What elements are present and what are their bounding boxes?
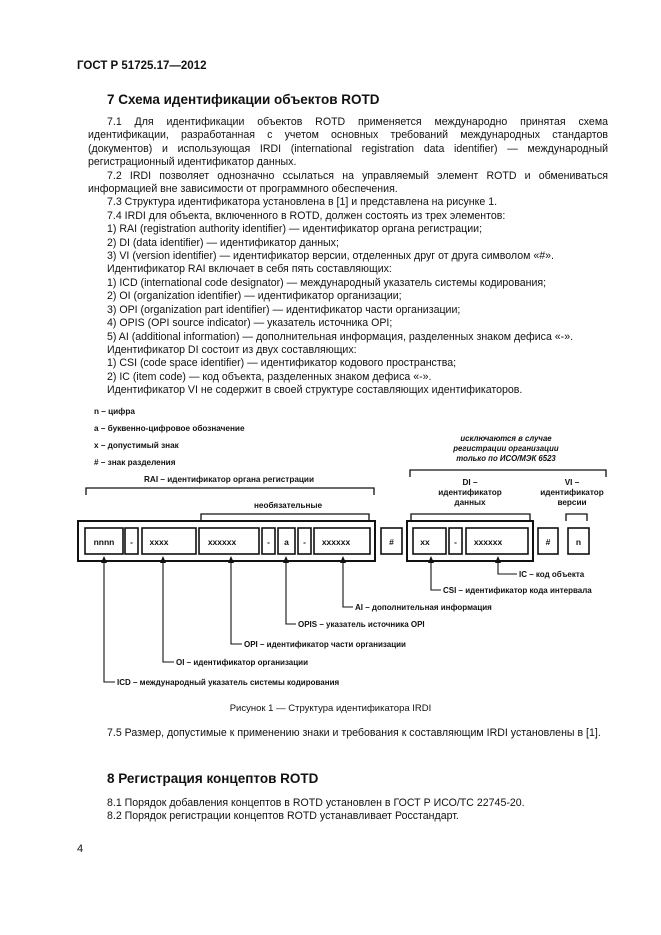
legend-item: x – допустимый знак — [94, 441, 179, 450]
paragraph-8-2: 8.2 Порядок регистрации концептов ROTD устанавливает Росстандарт. — [107, 810, 459, 823]
legend-item: a – буквенно-цифровое обозначение — [94, 424, 245, 433]
dash-text: - — [303, 537, 306, 547]
oi-callout: OI – идентификатор организации — [176, 658, 309, 667]
list-item: 2) DI (data identifier) — идентификатор данных; — [107, 236, 339, 249]
list-item: 1) RAI (registration authority identifier) — идентификатор органа регистрации; — [107, 223, 483, 236]
icd-box-text: nnnn — [93, 537, 115, 547]
di-label — [438, 478, 502, 507]
list-item: 3) OPI (organization part identifier) — идентификатор части организации; — [107, 303, 461, 316]
vi-bracket — [566, 514, 587, 521]
list-item: 2) OI (organization identifier) — идентификатор организации; — [107, 290, 402, 303]
page-number: 4 — [77, 843, 84, 855]
opis-box-text: a — [284, 537, 289, 547]
note-line: регистрации организации — [453, 444, 559, 453]
vi-label-line: версии — [557, 498, 587, 507]
dash-text: - — [130, 537, 133, 547]
paragraph-7-1: 7.1 Для идентификации объектов ROTD применяется международно принятая схема идентификации, разработанная с учетом основных требований международных стандартов (документов) и использующая IRDI (international registration data identifier) — международный регистрационный идентификатор данных. — [88, 116, 608, 169]
csi-callout: CSI – идентификатор кода интервала — [443, 586, 592, 595]
di-label-line: данных — [454, 498, 486, 507]
legend-item: # – знак разделения — [94, 458, 176, 467]
paragraph-7-4: 7.4 IRDI для объекта, включенного в ROTD, должен состоять из трех элементов: — [107, 209, 506, 222]
ai-box-text: xxxxxx — [321, 537, 351, 547]
opi-callout: OPI – идентификатор части организации — [244, 640, 406, 649]
figure-caption: Рисунок 1 — Структура идентификатора IRDI — [229, 703, 432, 714]
hash-text: # — [545, 537, 551, 547]
vi-label — [540, 478, 604, 507]
paragraph-7-5: 7.5 Размер, допустимые к применению знаки и требования к составляющим IRDI установлены в [1]. — [107, 727, 601, 739]
ai-callout: AI – дополнительная информация — [355, 603, 492, 612]
note-line: только по ИСО/МЭК 6523 — [456, 454, 556, 463]
list-item: 5) AI (additional information) — дополнительная информация, разделенных знаком дефиса «-». — [107, 330, 574, 343]
section-7-title: 7 Схема идентификации объектов ROTD — [107, 92, 380, 107]
ic-box-text: xxxxxx — [473, 537, 503, 547]
di-label-line: DI – — [462, 478, 478, 487]
list-item: 2) IC (item code) — код объекта, разделенных знаком дефиса «-». — [107, 370, 432, 383]
di-bracket — [411, 514, 530, 521]
vi-box-text: n — [575, 537, 582, 547]
list-intro: Идентификатор RAI включает в себя пять составляющих: — [107, 263, 392, 276]
rai-bracket — [86, 488, 374, 495]
figure-legend — [94, 407, 245, 467]
note-line: исключаются в случае — [460, 434, 552, 443]
list-item: 4) OPIS (OPI source indicator) — указатель источника OPI; — [107, 317, 393, 330]
optional-label: необязательные — [253, 501, 323, 510]
list-item: 3) VI (version identifier) — идентификатор версии, отделенных друг от друга символом «#». — [107, 250, 554, 263]
optional-bracket — [201, 514, 369, 521]
vi-label-line: VI – — [564, 478, 580, 487]
section-8-title: 8 Регистрация концептов ROTD — [107, 771, 319, 786]
note-bracket — [410, 470, 606, 477]
document-header: ГОСТ Р 51725.17—2012 — [77, 60, 207, 72]
list-intro: Идентификатор DI состоит из двух составляющих: — [107, 343, 357, 356]
oi-box-text: xxxx — [149, 537, 169, 547]
opis-callout: OPIS – указатель источника OPI — [298, 620, 425, 629]
rai-label: RAI – идентификатор органа регистрации — [144, 475, 314, 484]
icd-callout: ICD – международный указатель системы кодирования — [117, 678, 340, 687]
vi-label-line: идентификатор — [540, 488, 604, 497]
exclusion-note — [452, 434, 559, 463]
dash-text: - — [454, 537, 457, 547]
list-item: 1) ICD (international code designator) — международный указатель системы кодирования; — [107, 276, 547, 289]
dash-text: - — [267, 537, 270, 547]
csi-box-text: xx — [420, 537, 430, 547]
legend-item: n – цифра — [94, 407, 135, 416]
list-item: 1) CSI (code space identifier) — идентификатор кодового пространства; — [107, 357, 457, 370]
hash-text: # — [389, 537, 394, 547]
paragraph-7-2: 7.2 IRDI позволяет однозначно ссылаться на управляемый элемент ROTD и обмениваться информацией вне зависимости от программного обеспечения. — [88, 169, 608, 196]
paragraph-7-3: 7.3 Структура идентификатора установлена в [1] и представлена на рисунке 1. — [107, 196, 498, 209]
opi-box-text: xxxxxx — [207, 537, 237, 547]
paragraph-7-5-block — [88, 727, 608, 740]
list-outro: Идентификатор VI не содержит в своей структуре составляющих идентификаторов. — [107, 384, 523, 397]
di-label-line: идентификатор — [438, 488, 502, 497]
paragraph-8-1: 8.1 Порядок добавления концептов в ROTD установлен в ГОСТ Р ИСО/ТС 22745-20. — [107, 797, 525, 809]
section-8-body — [88, 797, 608, 824]
ic-callout: IC – код объекта — [519, 570, 585, 579]
